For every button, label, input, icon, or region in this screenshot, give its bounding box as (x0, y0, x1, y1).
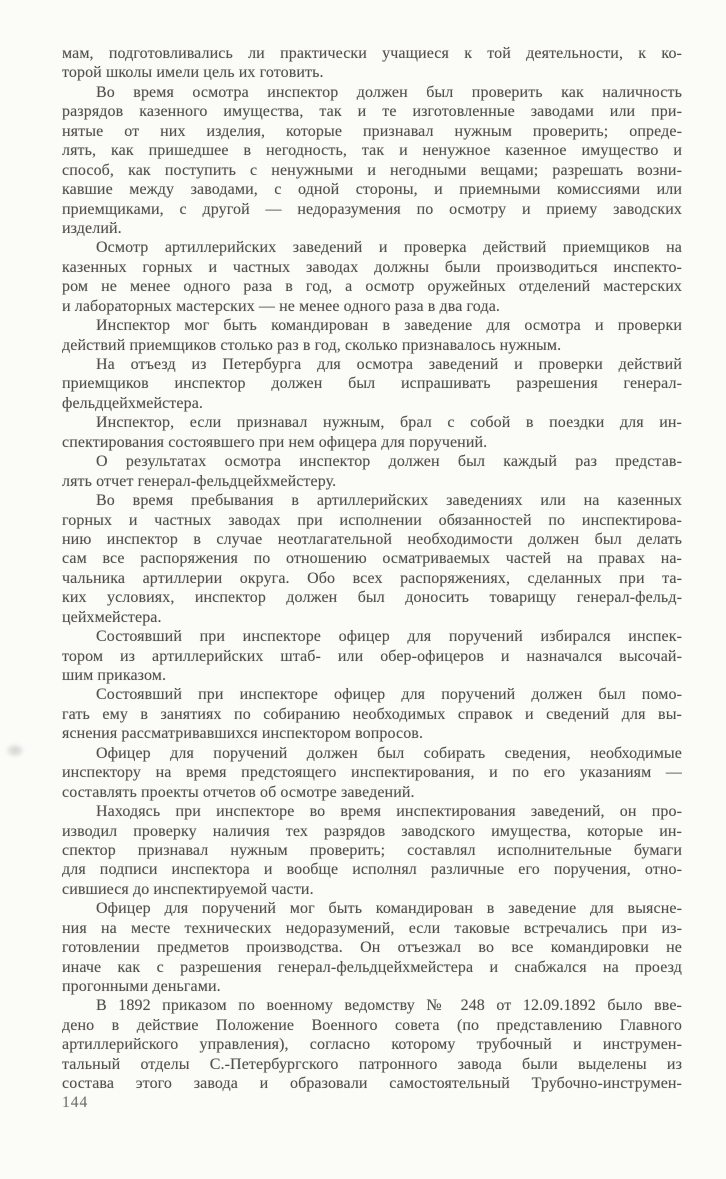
paragraph (62, 627, 682, 685)
text-line: изделий. (62, 219, 122, 237)
paragraph (62, 996, 682, 1093)
paragraph (62, 452, 682, 491)
page-number: 144 (62, 1094, 89, 1111)
paragraph (62, 802, 682, 899)
text-line: фельдцейхмейстера. (62, 394, 204, 412)
text-line: способ, как поступить с ненужными и негодными вещами; разрешать возни- (62, 161, 682, 179)
paragraph (62, 685, 682, 743)
text-line: Во время пребывания в артиллерийских заведениях или на казенных (96, 492, 682, 510)
text-line: нятые от них изделия, которые признавал нужным проверить; опреде- (62, 122, 682, 140)
paragraph (62, 83, 682, 239)
text-line: ром не менее одного раза в год, а осмотр оружейных отделений мастерских (62, 278, 682, 296)
text-line: инспектору на время предстоящего инспектирования, и по его указаниям — (62, 764, 682, 782)
text-line: для подписи инспектора и вообще исполнял различные его поручения, отно- (62, 861, 682, 879)
text-line: кавшие между заводами, с одной стороны, и приемными комиссиями или (62, 181, 682, 199)
text-line: ния на месте технических недоразумений, если таковые встречались при из- (62, 919, 682, 937)
text-line: дено в действие Положение Военного совета (по представлению Главного (62, 1016, 682, 1034)
text-line: приемщиками, с другой — недоразумения по осмотру и приему заводских (62, 200, 682, 218)
text-line: приемщиков инспектор должен был испрашивать разрешения генерал- (62, 375, 682, 393)
text-line: лять отчет генерал-фельдцейхмейстеру. (62, 472, 337, 490)
text-line: состава этого завода и образовали самостоятельный Трубочно-инструмен- (62, 1075, 682, 1093)
text-line: Инспектор, если признавал нужным, брал с собой в поездки для ин- (96, 414, 682, 432)
text-line: чальника артиллерии округа. Обо всех распоряжениях, сделанных при та- (62, 569, 682, 587)
paragraph (62, 491, 682, 627)
text-line: тором из артиллерийских штаб- или обер-офицеров и назначался высочай- (62, 647, 682, 665)
text-line: Инспектор мог быть командирован в заведение для осмотра и проверки (96, 317, 682, 335)
text-line: казенных горных и частных заводах должны были производиться инспекто- (62, 258, 682, 276)
text-line: На отъезд из Петербурга для осмотра заведений и проверки действий (96, 356, 682, 373)
text-line: О результатах осмотра инспектор должен был каждый раз представ- (96, 453, 682, 471)
paragraph (62, 899, 682, 996)
text-line: Офицер для поручений мог быть командирован в заведение для выясне- (96, 900, 682, 918)
text-line: готовлении предметов производства. Он отъезжал во все командировки не (62, 939, 682, 957)
text-line: яснения рассматривавшихся инспектором вопросов. (62, 725, 424, 743)
text-line: Осмотр артиллерийских заведений и проверка действий приемщиков на (96, 239, 682, 257)
text-line: изводил проверку наличия тех разрядов заводского имущества, которые ин- (62, 822, 682, 840)
text-line: цейхмейстера. (62, 608, 162, 626)
text-line: Офицер для поручений должен был собирать сведения, необходимые (96, 744, 682, 762)
text-line: сившиеся до инспектируемой части. (62, 880, 314, 898)
text-line: лять, как пришедшее в негодность, так и ненужное казенное имущество и (62, 142, 682, 160)
text-line: мам, подготовливались ли практически учащиеся к той деятельности, к ко- (62, 45, 682, 62)
paragraph (62, 744, 682, 802)
text-line: спектирования состоявшего при нем офицера для поручений. (62, 433, 488, 451)
text-line: тальный отделы С.-Петербургского патронного завода были выделены из (62, 1055, 682, 1073)
text-line: нию инспектор в случае неотлагательной необходимости должен был делать (62, 530, 682, 548)
text-line: иначе как с разрешения генерал-фельдцейхмейстера и снабжался на проезд (62, 958, 682, 976)
text-line: торой школы имели цель их готовить. (62, 64, 324, 82)
text-line: сам все распоряжения по отношению осматриваемых частей на правах на- (62, 550, 682, 568)
paragraph (62, 355, 682, 413)
page-text-block (62, 44, 682, 1094)
paragraph (62, 316, 682, 355)
text-line: прогонными деньгами. (62, 978, 221, 995)
text-line: артиллерийского управления), согласно которому трубочный и инструмен- (62, 1036, 682, 1054)
text-line: В 1892 приказом по военному ведомству № 248 от 12.09.1892 было вве- (96, 997, 682, 1015)
scan-artifact (6, 744, 24, 757)
paragraph (62, 413, 682, 452)
text-line: Во время осмотра инспектор должен был проверить как наличность (96, 83, 682, 101)
text-line: спектор признавал нужным проверить; составлял исполнительные бумаги (62, 841, 682, 859)
text-line: составлять проекты отчетов об осмотре заведений. (62, 783, 415, 801)
text-line: Находясь при инспекторе во время инспектирования заведений, он про- (96, 803, 682, 821)
text-line: горных и частных заводах при исполнении обязанностей по инспектирова- (62, 511, 682, 529)
text-line: разрядов казенного имущества, так и те изготовленные заводами или при- (62, 103, 682, 121)
paragraph (62, 44, 682, 83)
text-line: Состоявший при инспекторе офицер для поручений избирался инспек- (96, 628, 682, 646)
text-line: действий приемщиков столько раз в год, сколько признавалось нужным. (62, 336, 562, 354)
text-line: гать ему в занятиях по собиранию необходимых справок и сведений для вы- (62, 705, 682, 723)
text-line: Состоявший при инспекторе офицер для поручений должен был помо- (96, 686, 682, 704)
text-line: и лабораторных мастерских — не менее одного раза в два года. (62, 297, 500, 315)
text-line: ких условиях, инспектор должен был доносить товарищу генерал-фельд- (62, 589, 682, 607)
text-line: шим приказом. (62, 667, 167, 684)
paragraph (62, 238, 682, 316)
